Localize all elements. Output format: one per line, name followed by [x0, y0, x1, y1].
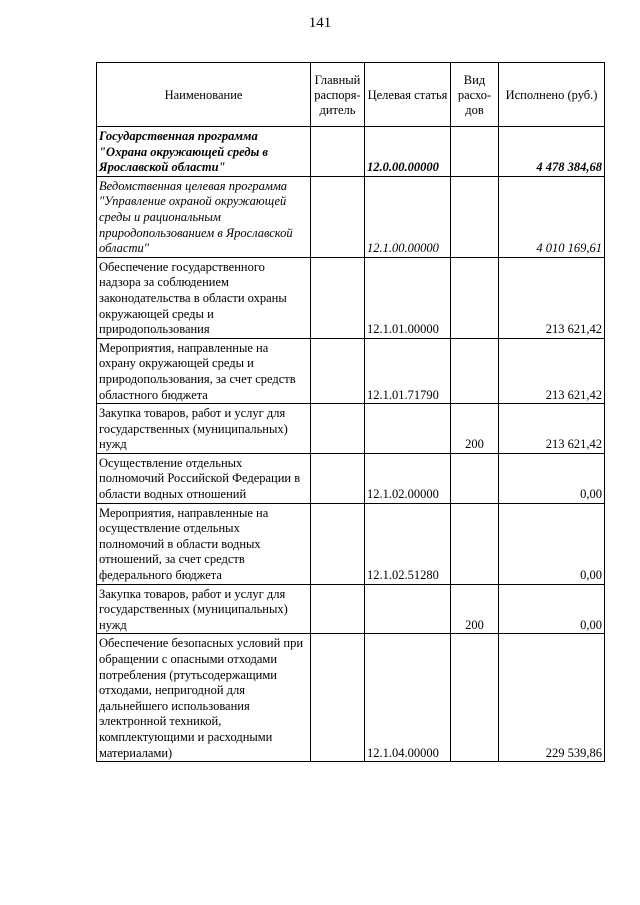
table-row — [97, 453, 605, 503]
table-row — [97, 338, 605, 403]
row-target-article: 12.1.01.71790 — [365, 338, 451, 403]
row-target-article: 12.1.02.00000 — [365, 453, 451, 503]
table-row — [97, 404, 605, 454]
row-executed-amount: 229 539,86 — [499, 634, 605, 762]
row-manager — [311, 257, 365, 338]
row-executed-amount: 4 478 384,68 — [499, 127, 605, 177]
table-row — [97, 257, 605, 338]
row-target-article: 12.1.00.00000 — [365, 176, 451, 257]
row-manager — [311, 584, 365, 634]
row-expense-type — [451, 127, 499, 177]
row-executed-amount: 213 621,42 — [499, 257, 605, 338]
table-row — [97, 634, 605, 762]
table-row — [97, 503, 605, 584]
row-manager — [311, 127, 365, 177]
row-target-article: 12.0.00.00000 — [365, 127, 451, 177]
row-expense-type — [451, 503, 499, 584]
row-target-article — [365, 584, 451, 634]
row-name: Обеспечение безопасных условий при обращении с опасными отходами потребления (ртутьсодержащими отходами, непригодной для дальнейшего использования электронной техникой, комплектующими и расходными материалами) — [97, 634, 311, 762]
row-name: Мероприятия, направленные на осуществление отдельных полномочий в области водных отношений, за счет средств федерального бюджета — [97, 503, 311, 584]
row-expense-type — [451, 257, 499, 338]
row-expense-type: 200 — [451, 584, 499, 634]
row-target-article: 12.1.04.00000 — [365, 634, 451, 762]
header-expense-type: Вид расхо-дов — [451, 63, 499, 127]
table-row — [97, 176, 605, 257]
row-manager — [311, 503, 365, 584]
table-row — [97, 127, 605, 177]
row-name: Мероприятия, направленные на охрану окружающей среды и природопользования, за счет средств областного бюджета — [97, 338, 311, 403]
row-manager — [311, 176, 365, 257]
header-executed: Исполнено (руб.) — [499, 63, 605, 127]
row-name: Закупка товаров, работ и услуг для государственных (муниципальных) нужд — [97, 404, 311, 454]
row-name: Ведомственная целевая программа "Управление охраной окружающей среды и рациональным природопользованием в Ярославской области" — [97, 176, 311, 257]
row-expense-type: 200 — [451, 404, 499, 454]
row-expense-type — [451, 338, 499, 403]
header-name: Наименование — [97, 63, 311, 127]
row-name: Осуществление отдельных полномочий Российской Федерации в области водных отношений — [97, 453, 311, 503]
row-executed-amount: 0,00 — [499, 503, 605, 584]
row-executed-amount: 213 621,42 — [499, 338, 605, 403]
row-expense-type — [451, 176, 499, 257]
header-target-article: Целевая статья — [365, 63, 451, 127]
row-executed-amount: 4 010 169,61 — [499, 176, 605, 257]
row-manager — [311, 404, 365, 454]
page-number: 141 — [308, 15, 332, 31]
table-header-row — [97, 63, 605, 127]
row-manager — [311, 453, 365, 503]
row-name: Государственная программа "Охрана окружающей среды в Ярославской области" — [97, 127, 311, 177]
row-executed-amount: 0,00 — [499, 584, 605, 634]
row-executed-amount: 0,00 — [499, 453, 605, 503]
row-target-article: 12.1.01.00000 — [365, 257, 451, 338]
budget-table — [96, 62, 605, 762]
row-target-article: 12.1.02.51280 — [365, 503, 451, 584]
row-expense-type — [451, 634, 499, 762]
row-expense-type — [451, 453, 499, 503]
table-row — [97, 584, 605, 634]
row-name: Закупка товаров, работ и услуг для государственных (муниципальных) нужд — [97, 584, 311, 634]
row-name: Обеспечение государственного надзора за соблюдением законодательства в области охраны окружающей среды и природопользования — [97, 257, 311, 338]
row-target-article — [365, 404, 451, 454]
row-executed-amount: 213 621,42 — [499, 404, 605, 454]
row-manager — [311, 634, 365, 762]
header-main-manager: Главный распоря-дитель — [311, 63, 365, 127]
row-manager — [311, 338, 365, 403]
